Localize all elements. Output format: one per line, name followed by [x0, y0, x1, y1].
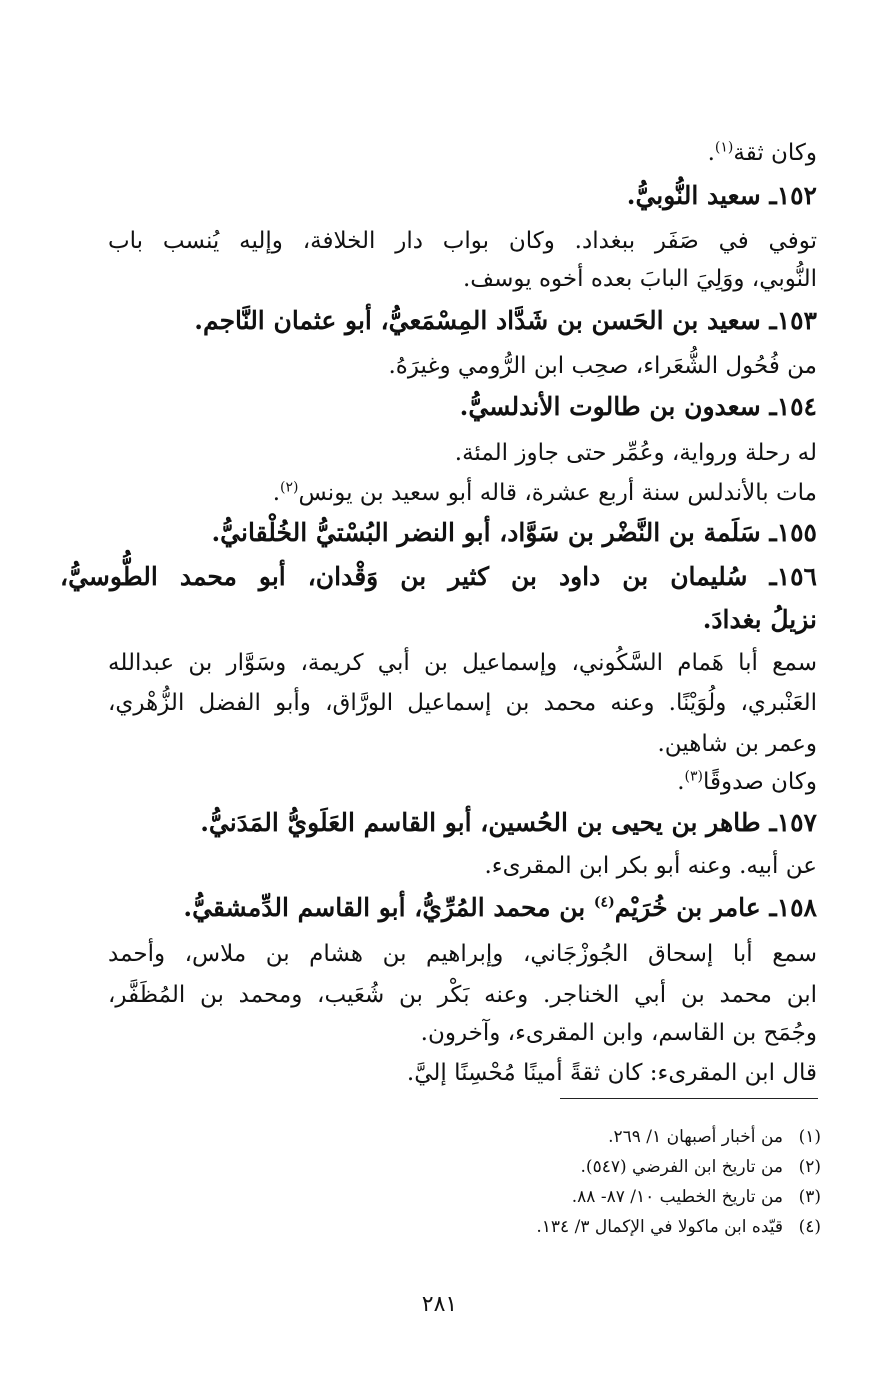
- footnote-4: [536, 1214, 821, 1240]
- footnote-number: (١): [798, 1127, 821, 1147]
- text-line-18: عن أبيه. وعنه أبو بكر ابن المقرىء.: [484, 853, 817, 879]
- text-line-14: العَنْبري، ولُوَيْنًا. وعنه محمد بن إسماعيل الورَّاق، وأبو الفضل الزُّهْري،: [108, 690, 817, 716]
- text-line-15: وعمر بن شاهين.: [657, 731, 817, 757]
- text-line-1: وكان ثقة$^{(١)}$.: [707, 139, 817, 166]
- text-line-6: من فُحُول الشُّعَراء، صحِب ابن الرُّومي وغيرَهُ.: [388, 353, 817, 379]
- text-line-9: مات بالأندلس سنة أربع عشرة، قاله أبو سعيد بن يونس$^{(٢)}$.: [272, 479, 817, 506]
- entry-heading-153: ١٥٣ـ سعيد بن الحَسن بن شَدَّاد المِسْمَعيُّ، أبو عثمان النَّاجم.: [194, 306, 817, 335]
- footnote-separator: [560, 1098, 818, 1099]
- entry-heading-158: ١٥٨ـ عامر بن خُرَيْم$^{(٤)}$ بن محمد المُرِّيُّ، أبو القاسم الدِّمشقيُّ.: [183, 893, 817, 922]
- page-number: ٢٨١: [421, 1292, 458, 1317]
- footnote-number: (٢): [798, 1157, 821, 1177]
- footnote-2: [581, 1154, 821, 1180]
- entry-heading-156: ١٥٦ـ سُليمان بن داود بن كثير بن وَقْدان، أبو محمد الطُّوسيُّ،: [60, 562, 817, 591]
- text-line-16: وكان صدوقًا$^{(٣)}$.: [677, 768, 817, 795]
- text-line-3: توفي في صَفَر ببغداد. وكان بواب دار الخلافة، وإليه يُنسب باب: [108, 228, 817, 254]
- footnote-text: قيّده ابن ماكولا في الإكمال ٣/ ١٣٤.: [536, 1217, 783, 1237]
- text-line-4: النُّوبي، ووَلِيَ البابَ بعده أخوه يوسف.: [463, 266, 817, 292]
- text-line-13: سمع أبا هَمام السَّكُوني، وإسماعيل بن أبي كريمة، وسَوَّار بن عبدالله: [108, 650, 817, 676]
- entry-heading-157: ١٥٧ـ طاهر بن يحيى بن الحُسين، أبو القاسم العَلَويُّ المَدَنيُّ.: [200, 808, 817, 837]
- text-line-23: قال ابن المقرىء: كان ثقةً أمينًا مُحْسِنًا إليَّ.: [406, 1060, 817, 1086]
- footnote-1: [608, 1124, 821, 1150]
- text-line-22: وجُمَح بن القاسم، وابن المقرىء، وآخرون.: [420, 1020, 817, 1046]
- footnote-number: (٤): [798, 1217, 821, 1237]
- entry-heading-154: ١٥٤ـ سعدون بن طالوت الأندلسيُّ.: [459, 392, 817, 421]
- footnote-text: من تاريخ ابن الفرضي (٥٤٧).: [580, 1157, 783, 1177]
- footnote-ref-3: (٣): [684, 768, 704, 785]
- footnote-ref-4: (٤): [593, 894, 615, 911]
- entry-heading-155: ١٥٥ـ سَلَمة بن النَّضْر بن سَوَّاد، أبو النضر البُسْتيُّ الخُلْقانيُّ.: [211, 518, 817, 547]
- entry-heading-152: ١٥٢ـ سعيد النُّوبيُّ.: [626, 181, 817, 210]
- footnote-number: (٣): [798, 1187, 821, 1207]
- footnote-text: من أخبار أصبهان ١/ ٢٦٩.: [608, 1127, 783, 1147]
- footnote-text: من تاريخ الخطيب ١٠/ ٨٧- ٨٨.: [571, 1187, 783, 1207]
- footnote-ref-2: (٢): [280, 479, 299, 496]
- footnote-3: [572, 1184, 821, 1210]
- text-line-20: سمع أبا إسحاق الجُوزْجَاني، وإبراهيم بن هشام بن ملاس، وأحمد: [108, 941, 817, 967]
- entry-heading-156-cont: نزيلُ بغدادَ.: [702, 605, 817, 634]
- footnote-ref-1: (١): [714, 139, 734, 156]
- text-line-8: له رحلة ورواية، وعُمِّر حتى جاوز المئة.: [454, 440, 817, 466]
- text-line-21: ابن محمد بن أبي الخناجر. وعنه بَكْر بن شُعَيب، ومحمد بن المُظَفَّر،: [108, 982, 817, 1008]
